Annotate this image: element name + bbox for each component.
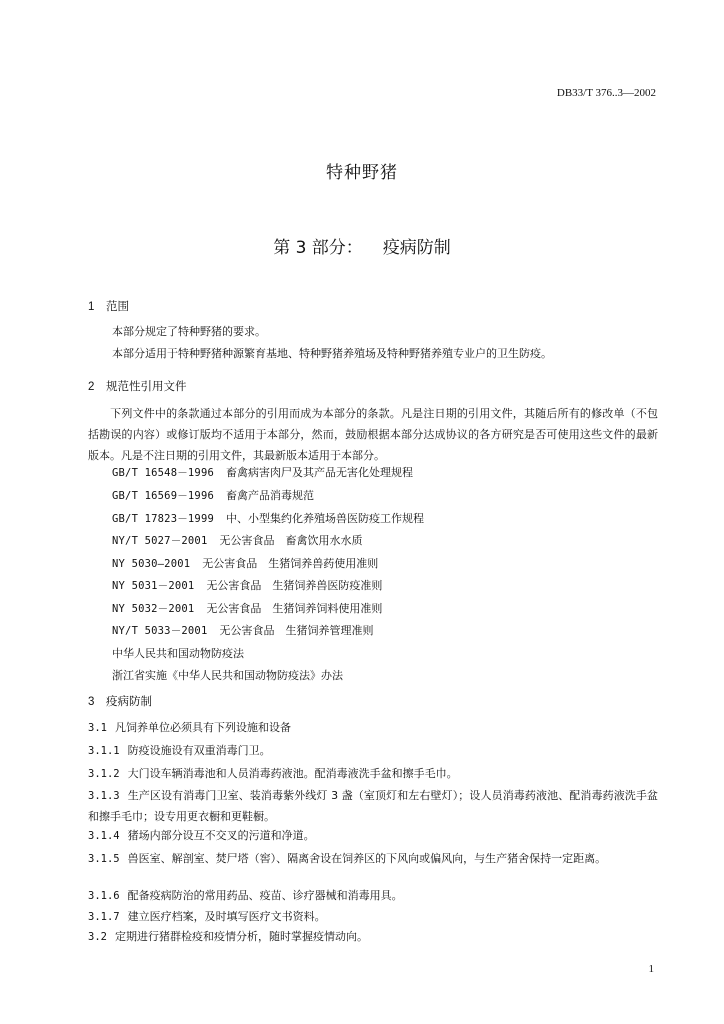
clause-number: 3.1.5: [88, 853, 120, 865]
reference-code: GB/T 16569－1996: [112, 490, 215, 502]
clause-text: 定期进行猪群检疫和疫情分析，随时掌握疫情动向。: [114, 930, 368, 943]
clause-text: 大门设车辆消毒池和人员消毒药液池。配消毒液洗手盆和擦手毛巾。: [127, 767, 458, 780]
clause-number: 3.1.4: [88, 830, 120, 842]
clause-number: 3.1: [88, 722, 107, 734]
clause: [88, 927, 658, 948]
section-title: 疫病防制: [106, 694, 152, 708]
clause: [88, 764, 658, 785]
reference-law: 浙江省实施《中华人民共和国动物防疫法》办法: [112, 669, 343, 682]
reference-item: [112, 555, 378, 571]
section-3-heading: [88, 693, 152, 709]
clause-text: 生产区设有消毒门卫室、装消毒紫外线灯 3 盏（室顶灯和左右壁灯）；设人员消毒药液池、配消毒药液洗手盆和擦手毛巾；设专用更衣橱和更鞋橱。: [88, 789, 658, 823]
clause: [88, 826, 658, 847]
clause: [88, 907, 658, 928]
section-number: 1: [88, 301, 95, 313]
clause-text: 猪场内部分设互不交叉的污道和净道。: [127, 829, 315, 842]
section-number: 2: [88, 381, 95, 393]
part-name: 疫病防制: [382, 238, 451, 258]
clause-text: 防疫设施设有双重消毒门卫。: [127, 744, 271, 757]
reference-code: NY/T 5027－2001: [112, 535, 208, 547]
clause-number: 3.1.1: [88, 745, 120, 757]
clause-text: 建立医疗档案，及时填写医疗文书资料。: [127, 910, 326, 923]
reference-item: [112, 532, 362, 548]
clause-number: 3.1.7: [88, 911, 120, 923]
reference-item: [112, 600, 382, 616]
part-title: [0, 233, 724, 258]
clause-text: 凡饲养单位必须具有下列设施和设备: [114, 721, 291, 734]
reference-item: [112, 622, 373, 638]
reference-law: 中华人民共和国动物防疫法: [112, 647, 244, 660]
reference-item: [112, 487, 314, 503]
section-1-line-1: 本部分规定了特种野猪的要求。: [112, 325, 266, 338]
reference-code: NY 5031－2001: [112, 580, 195, 592]
clause-number: 3.2: [88, 931, 107, 943]
reference-code: NY 5032－2001: [112, 603, 195, 615]
section-number: 3: [88, 696, 95, 708]
reference-name: 无公害食品 生猪饲养饲料使用准则: [206, 602, 383, 615]
reference-code: NY/T 5033－2001: [112, 625, 208, 637]
reference-name: 无公害食品 生猪饲养管理准则: [219, 624, 374, 637]
reference-item: [112, 577, 382, 593]
main-title: 特种野猪: [326, 163, 398, 183]
clause-text: 配备疫病防治的常用药品、疫苗、诊疗器械和消毒用具。: [127, 889, 403, 902]
clause: [88, 741, 658, 762]
reference-item: [112, 464, 413, 480]
section-title: 范围: [106, 299, 129, 313]
reference-name: 畜禽产品消毒规范: [226, 489, 315, 502]
reference-code: NY 5030—2001: [112, 558, 191, 570]
section-2-heading: [88, 378, 187, 394]
reference-name: 无公害食品 生猪饲养兽药使用准则: [202, 557, 379, 570]
reference-name: 中、小型集约化养殖场兽医防疫工作规程: [226, 512, 425, 525]
reference-code: GB/T 16548－1996: [112, 467, 215, 479]
page-number: 1: [648, 963, 654, 975]
section-title: 规范性引用文件: [106, 379, 187, 393]
section-2-intro: [88, 403, 658, 466]
clause-number: 3.1.6: [88, 890, 120, 902]
clause: [88, 786, 658, 827]
clause: [88, 849, 658, 870]
reference-item: [112, 510, 424, 526]
reference-name: 无公害食品 生猪饲养兽医防疫准则: [206, 579, 383, 592]
section-2-intro-text: 下列文件中的条款通过本部分的引用而成为本部分的条款。凡是注日期的引用文件，其随后所有的修改单（不包括勘误的内容）或修订版均不适用于本部分，然而，鼓励根据本部分达成协议的各方研究是否可使用这些文件的最新版本。凡是不注日期的引用文件，其最新版本适用于本部分。: [88, 407, 658, 462]
reference-name: 畜禽病害肉尸及其产品无害化处理规程: [226, 466, 414, 479]
clause: [88, 718, 658, 739]
document-code: DB33/T 376..3—2002: [556, 87, 656, 99]
section-1-heading: [88, 298, 129, 314]
clause-number: 3.1.3: [88, 790, 120, 802]
reference-name: 无公害食品 畜禽饮用水水质: [219, 534, 363, 547]
part-number: 第 3 部分：: [273, 238, 363, 258]
clause-text: 兽医室、解剖室、焚尸塔（窖）、隔离舍设在饲养区的下风向或偏风向，与生产猪舍保持一定距离。: [127, 852, 607, 865]
clause: [88, 886, 658, 907]
reference-code: GB/T 17823－1999: [112, 513, 215, 525]
clause-number: 3.1.2: [88, 768, 120, 780]
section-1-line-2: 本部分适用于特种野猪种源繁育基地、特种野猪养殖场及特种野猪养殖专业户的卫生防疫。: [112, 347, 552, 360]
